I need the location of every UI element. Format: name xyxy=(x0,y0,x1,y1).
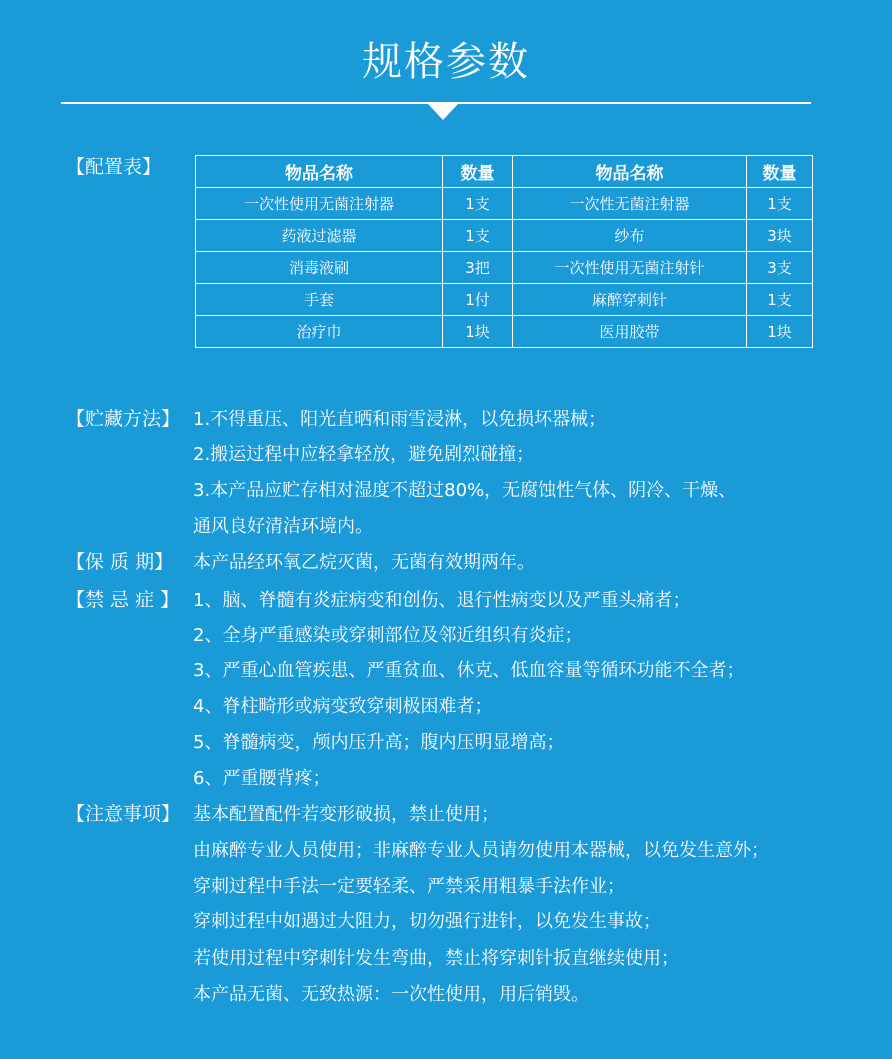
header-quantity: 数量 xyxy=(443,156,513,188)
precaution-line: 穿刺过程中手法一定要轻柔、严禁采用粗暴手法作业； xyxy=(193,876,625,897)
cell-qty: 1支 xyxy=(443,188,513,220)
cell-qty: 1支 xyxy=(443,220,513,252)
contraindication-line: 5、脊髓病变，颅内压升高；腹内压明显增高； xyxy=(193,732,565,753)
cell-item: 一次性使用无菌注射器 xyxy=(196,188,443,220)
config-label: 【配置表】 xyxy=(66,156,162,178)
contraindication-line: 1、脑、脊髓有炎症病变和创伤、退行性病变以及严重头痛者； xyxy=(193,590,691,611)
cell-item: 药液过滤器 xyxy=(196,220,443,252)
storage-line: 通风良好清洁环境内。 xyxy=(193,516,373,537)
contraindication-line: 3、严重心血管疾患、严重贫血、休克、低血容量等循环功能不全者； xyxy=(193,660,745,681)
cell-item: 麻醉穿刺针 xyxy=(513,284,747,316)
precaution-line: 本产品无菌、无致热源：一次性使用，用后销毁。 xyxy=(193,984,589,1005)
cell-item: 手套 xyxy=(196,284,443,316)
table-row xyxy=(196,284,813,316)
config-table xyxy=(195,155,813,348)
cell-item: 一次性使用无菌注射针 xyxy=(513,252,747,284)
cell-qty: 1块 xyxy=(443,316,513,348)
cell-qty: 3把 xyxy=(443,252,513,284)
cell-item: 一次性无菌注射器 xyxy=(513,188,747,220)
cell-qty: 1支 xyxy=(747,284,813,316)
cell-qty: 3块 xyxy=(747,220,813,252)
header-item-name: 物品名称 xyxy=(196,156,443,188)
header-item-name: 物品名称 xyxy=(513,156,747,188)
page-title: 规格参数 xyxy=(362,39,530,85)
table-row xyxy=(196,220,813,252)
precaution-line: 若使用过程中穿刺针发生弯曲，禁止将穿刺针扳直继续使用； xyxy=(193,948,679,969)
cell-qty: 1付 xyxy=(443,284,513,316)
cell-item: 医用胶带 xyxy=(513,316,747,348)
table-row xyxy=(196,188,813,220)
cell-item: 纱布 xyxy=(513,220,747,252)
cell-item: 消毒液刷 xyxy=(196,252,443,284)
shelf-life-label: 【保 质 期】 xyxy=(66,551,174,573)
table-header-row xyxy=(196,156,813,188)
precaution-line: 由麻醉专业人员使用；非麻醉专业人员请勿使用本器械，以免发生意外； xyxy=(193,840,769,861)
cell-qty: 3支 xyxy=(747,252,813,284)
contraindication-line: 6、严重腰背疼； xyxy=(193,768,331,789)
contraindication-line: 2、全身严重感染或穿刺部位及邻近组织有炎症； xyxy=(193,625,583,646)
shelf-life-text: 本产品经环氧乙烷灭菌，无菌有效期两年。 xyxy=(193,552,535,573)
header-quantity: 数量 xyxy=(747,156,813,188)
table-row xyxy=(196,252,813,284)
storage-label: 【贮藏方法】 xyxy=(66,408,181,430)
precaution-line: 基本配置配件若变形破损，禁止使用； xyxy=(193,804,499,825)
storage-line: 3.本产品应贮存相对湿度不超过80%，无腐蚀性气体、阴冷、干燥、 xyxy=(193,480,737,501)
divider-notch-icon xyxy=(428,104,458,120)
table-row xyxy=(196,316,813,348)
storage-line: 1.不得重压、阳光直晒和雨雪浸淋，以免损坏器械； xyxy=(193,409,607,430)
cell-qty: 1支 xyxy=(747,188,813,220)
precaution-line: 穿刺过程中如遇过大阻力，切勿强行进针，以免发生事故； xyxy=(193,911,661,932)
storage-line: 2.搬运过程中应轻拿轻放，避免剧烈碰撞； xyxy=(193,444,535,465)
precautions-label: 【注意事项】 xyxy=(66,803,181,825)
cell-qty: 1块 xyxy=(747,316,813,348)
contraindications-label: 【禁 忌 症 】 xyxy=(66,589,180,611)
cell-item: 治疗巾 xyxy=(196,316,443,348)
contraindication-line: 4、脊柱畸形或病变致穿刺极困难者； xyxy=(193,696,493,717)
